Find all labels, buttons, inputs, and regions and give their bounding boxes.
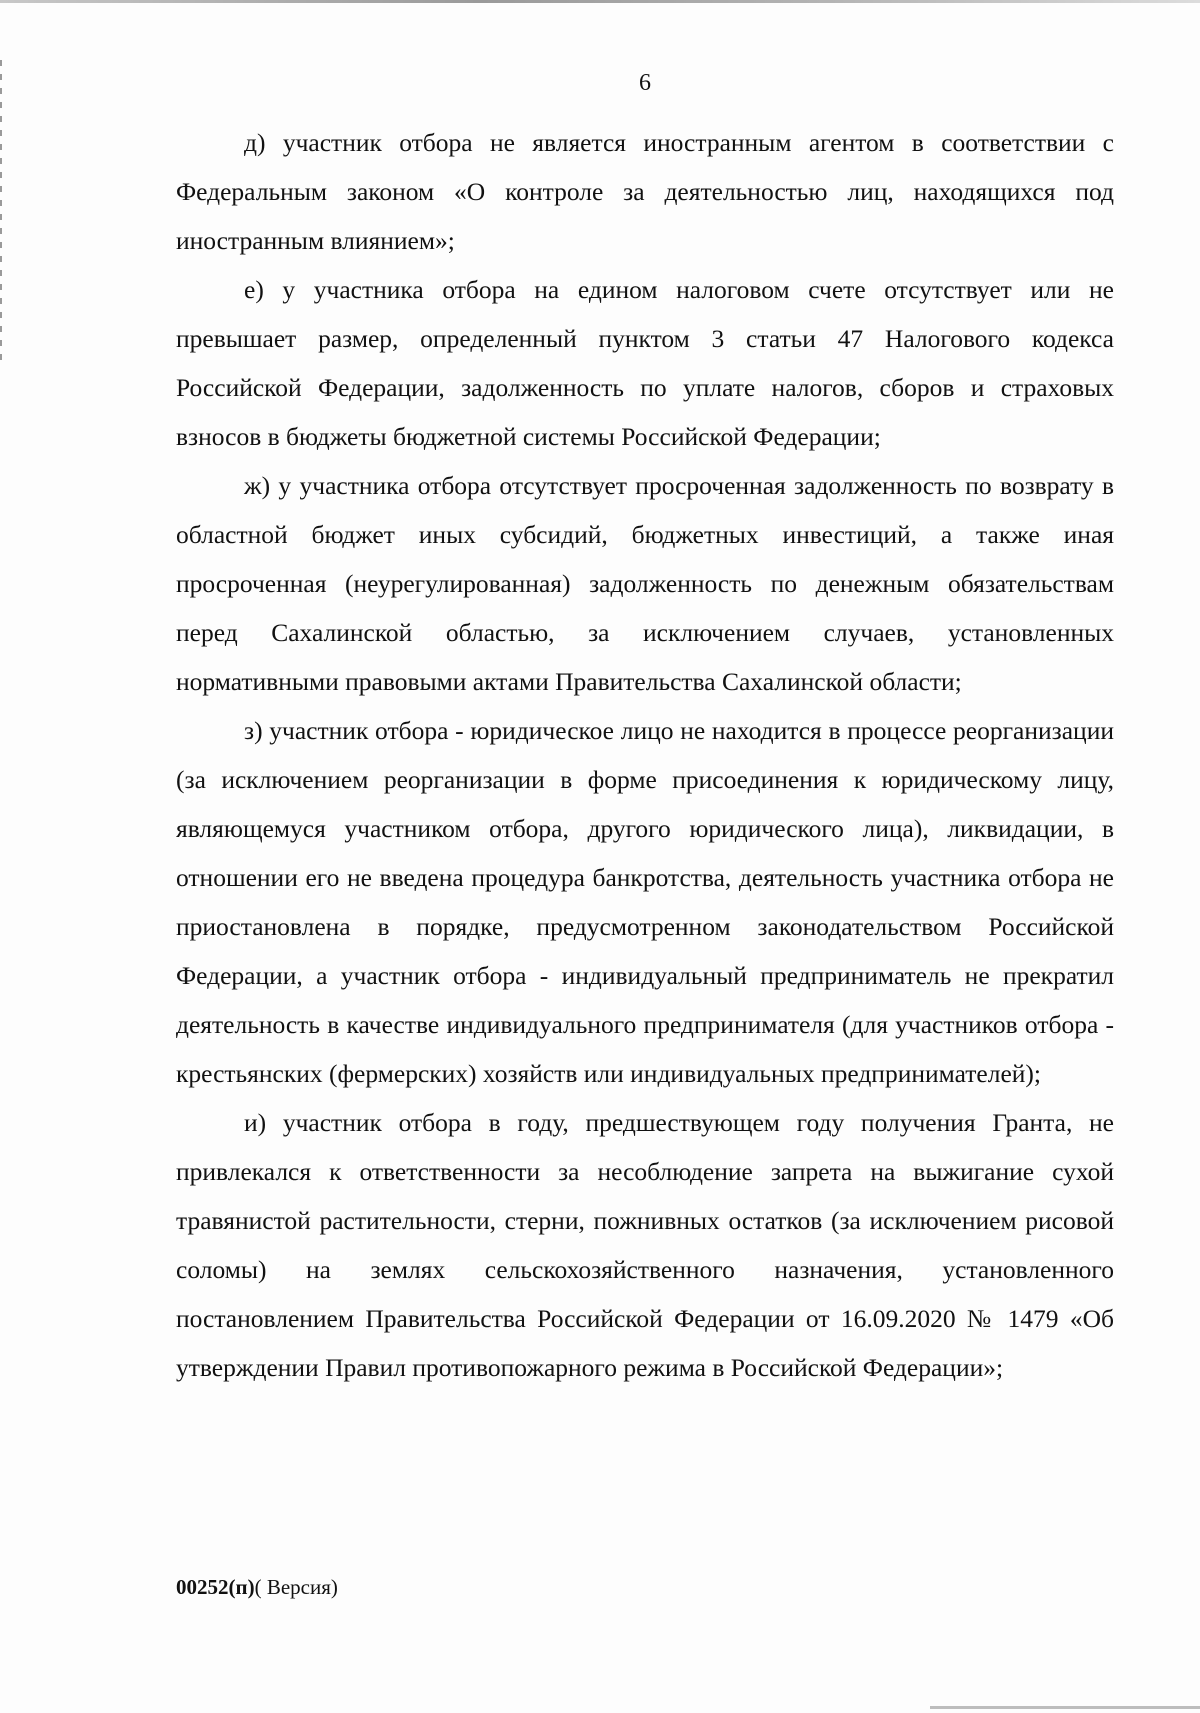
paragraph-zh: ж) у участника отбора отсутствует просроченная задолженность по возврату в областной бюджет иных субсидий, бюджетных инвестиций, а также иная просроченная (неурегулированная) задолженность по денежным обязательствам перед Сахалинской областью, за исключением случаев, установленных нормативными правовыми актами Правительства Сахалинской области; bbox=[176, 471, 1114, 696]
page-number: 6 bbox=[639, 70, 651, 96]
document-version: ( Версия) bbox=[254, 1575, 338, 1599]
paragraph-d: д) участник отбора не является иностранным агентом в соответствии с Федеральным законом «О контроле за деятельностью лиц, находящихся под иностранным влиянием»; bbox=[176, 128, 1114, 255]
document-body bbox=[176, 118, 1114, 1392]
document-code: 00252(п) bbox=[176, 1575, 255, 1599]
paragraph-z: з) участник отбора - юридическое лицо не находится в процессе реорганизации (за исключением реорганизации в форме присоединения к юридическому лицу, являющемуся участником отбора, другого юридического лица), ликвидации, в отношении его не введена процедура банкротства, деятельность участника отбора не приостановлена в порядке, предусмотренном законодательством Российской Федерации, а участник отбора - индивидуальный предприниматель не прекратил деятельность в качестве индивидуального предпринимателя (для участников отбора - крестьянских (фермерских) хозяйств или индивидуальных предпринимателей); bbox=[176, 716, 1114, 1088]
paragraph-i: и) участник отбора в году, предшествующем году получения Гранта, не привлекался к ответственности за несоблюдение запрета на выжигание сухой травянистой растительности, стерни, пожнивных остатков (за исключением рисовой соломы) на землях сельскохозяйственного назначения, установленного постановлением Правительства Российской Федерации от 16.09.2020 № 1479 «Об утверждении Правил противопожарного режима в Российской Федерации»; bbox=[176, 1108, 1114, 1382]
paragraph-e: е) у участника отбора на едином налоговом счете отсутствует или не превышает размер, определенный пунктом 3 статьи 47 Налогового кодекса Российской Федерации, задолженность по уплате налогов, сборов и страховых взносов в бюджеты бюджетной системы Российской Федерации; bbox=[176, 275, 1114, 451]
scan-edge-top bbox=[0, 0, 1200, 3]
document-footer bbox=[176, 1575, 338, 1600]
scan-edge-left bbox=[0, 60, 2, 360]
scan-edge-bottom bbox=[930, 1706, 1200, 1709]
